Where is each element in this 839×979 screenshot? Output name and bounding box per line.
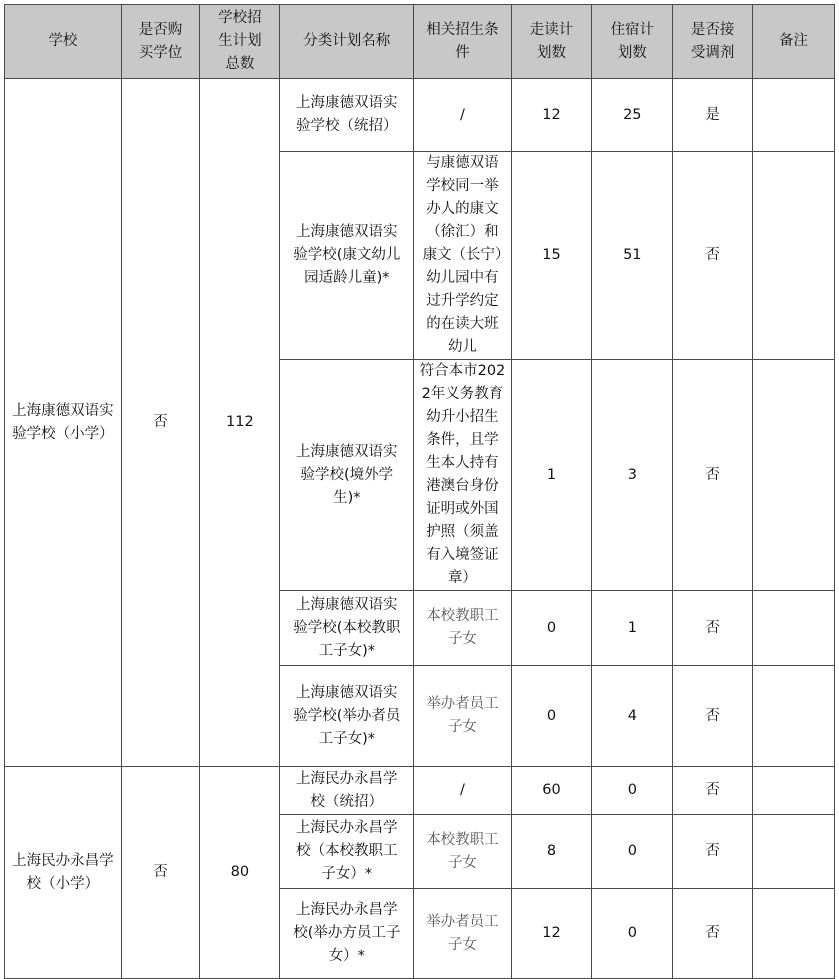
board-plan: 51	[592, 152, 673, 360]
plan-condition: 举办者员工子女	[414, 666, 511, 767]
plan-name: 上海民办永昌学校(举办方员工子女）*	[280, 889, 414, 979]
header-total-plan: 学校招生计划总数	[200, 5, 280, 79]
header-row	[5, 5, 835, 79]
day-plan: 0	[511, 666, 592, 767]
bought-degree: 否	[121, 767, 200, 979]
remark	[753, 815, 835, 889]
board-plan: 0	[592, 815, 673, 889]
accept-adjust: 否	[673, 152, 753, 360]
header-remarks: 备注	[753, 5, 835, 79]
board-plan: 4	[592, 666, 673, 767]
plan-condition: /	[414, 79, 511, 152]
accept-adjust: 否	[673, 360, 753, 591]
total-plan: 80	[200, 767, 280, 979]
total-plan: 112	[200, 79, 280, 767]
day-plan: 12	[511, 889, 592, 979]
board-plan: 25	[592, 79, 673, 152]
table-row	[5, 79, 835, 152]
plan-name: 上海康德双语实验学校（统招）	[280, 79, 414, 152]
accept-adjust: 否	[673, 889, 753, 979]
remark	[753, 360, 835, 591]
header-day-plan: 走读计划数	[511, 5, 592, 79]
school-name: 上海康德双语实验学校（小学）	[5, 79, 122, 767]
plan-name: 上海民办永昌学校（统招）	[280, 767, 414, 815]
remark	[753, 591, 835, 666]
table-row	[5, 767, 835, 815]
header-school: 学校	[5, 5, 122, 79]
remark	[753, 767, 835, 815]
board-plan: 0	[592, 889, 673, 979]
plan-condition: 举办者员工子女	[414, 889, 511, 979]
day-plan: 15	[511, 152, 592, 360]
admissions-plan-table	[4, 4, 835, 979]
plan-condition: 本校教职工子女	[414, 815, 511, 889]
plan-name: 上海民办永昌学校（本校教职工子女）*	[280, 815, 414, 889]
plan-name: 上海康德双语实验学校(举办者员工子女)*	[280, 666, 414, 767]
accept-adjust: 否	[673, 591, 753, 666]
remark	[753, 889, 835, 979]
header-conditions: 相关招生条件	[414, 5, 511, 79]
remark	[753, 666, 835, 767]
day-plan: 12	[511, 79, 592, 152]
day-plan: 1	[511, 360, 592, 591]
school-name: 上海民办永昌学校（小学）	[5, 767, 122, 979]
day-plan: 60	[511, 767, 592, 815]
board-plan: 1	[592, 591, 673, 666]
day-plan: 8	[511, 815, 592, 889]
accept-adjust: 否	[673, 815, 753, 889]
day-plan: 0	[511, 591, 592, 666]
plan-condition: 与康德双语学校同一举办人的康文（徐汇）和康文（长宁）幼儿园中有过升学约定的在读大班幼儿	[414, 152, 511, 360]
board-plan: 0	[592, 767, 673, 815]
plan-condition: 本校教职工子女	[414, 591, 511, 666]
accept-adjust: 是	[673, 79, 753, 152]
board-plan: 3	[592, 360, 673, 591]
remark	[753, 79, 835, 152]
plan-name: 上海康德双语实验学校(康文幼儿园适龄儿童)*	[280, 152, 414, 360]
header-bought-degree: 是否购买学位	[121, 5, 200, 79]
bought-degree: 否	[121, 79, 200, 767]
accept-adjust: 否	[673, 767, 753, 815]
plan-name: 上海康德双语实验学校(本校教职工子女)*	[280, 591, 414, 666]
remark	[753, 152, 835, 360]
header-accept-adjust: 是否接受调剂	[673, 5, 753, 79]
header-board-plan: 住宿计划数	[592, 5, 673, 79]
header-plan-name: 分类计划名称	[280, 5, 414, 79]
accept-adjust: 否	[673, 666, 753, 767]
plan-name: 上海康德双语实验学校(境外学生)*	[280, 360, 414, 591]
plan-condition: 符合本市2022年义务教育幼升小招生条件，且学生本人持有港澳台身份证明或外国护照（须盖有入境签证章）	[414, 360, 511, 591]
plan-condition: /	[414, 767, 511, 815]
